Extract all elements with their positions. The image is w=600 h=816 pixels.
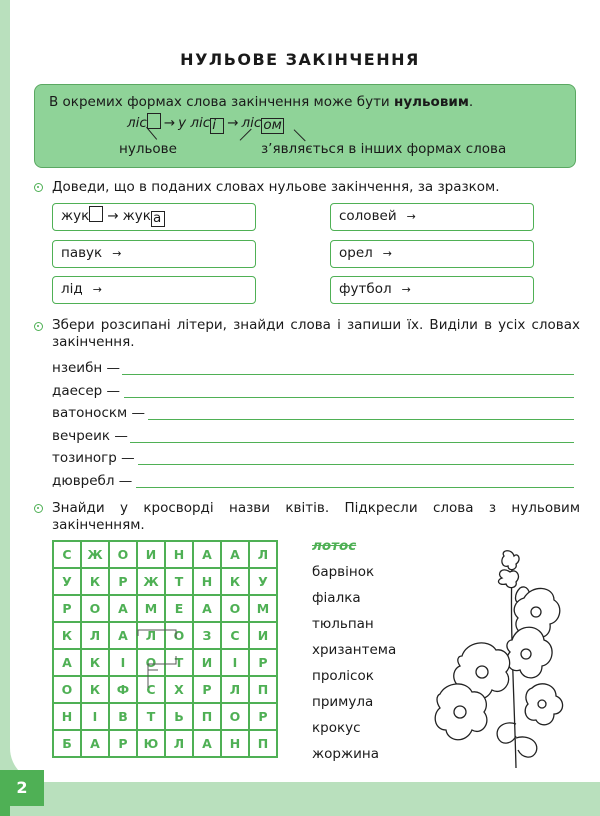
- grid-cell[interactable]: О: [109, 541, 137, 568]
- zero-ending-box: [147, 113, 161, 129]
- scrambled-word: дювребл —: [52, 473, 133, 489]
- grid-cell[interactable]: О: [221, 703, 249, 730]
- word-box[interactable]: павук →: [52, 240, 256, 268]
- grid-cell[interactable]: Л: [249, 541, 277, 568]
- grid-cell[interactable]: К: [221, 568, 249, 595]
- answer-line[interactable]: [130, 442, 574, 443]
- grid-cell[interactable]: М: [137, 595, 165, 622]
- flower-example: лотос: [312, 538, 357, 554]
- grid-cell[interactable]: Р: [53, 595, 81, 622]
- grid-cell[interactable]: Н: [221, 730, 249, 757]
- word-box[interactable]: соловей →: [330, 203, 534, 231]
- grid-cell[interactable]: Б: [53, 730, 81, 757]
- grid-cell[interactable]: У: [53, 568, 81, 595]
- grid-cell[interactable]: Т: [165, 568, 193, 595]
- arrow-icon: →: [401, 283, 411, 296]
- grid-cell[interactable]: О: [221, 595, 249, 622]
- task-bullet-icon: [34, 183, 43, 192]
- grid-cell[interactable]: І: [109, 649, 137, 676]
- answer-line[interactable]: [122, 374, 574, 375]
- grid-cell[interactable]: Л: [165, 730, 193, 757]
- grid-cell[interactable]: Н: [165, 541, 193, 568]
- scrambled-word: ватоноскм —: [52, 405, 145, 421]
- grid-cell[interactable]: М: [249, 595, 277, 622]
- grid-cell[interactable]: А: [53, 649, 81, 676]
- arrow-icon: →: [92, 283, 102, 296]
- grid-cell[interactable]: К: [81, 649, 109, 676]
- task2-instruction: Збери розсипані літери, знайди слова і запиши їх. Виділи в усіх словах закінчення.: [52, 317, 580, 350]
- grid-cell[interactable]: Р: [249, 703, 277, 730]
- pointer-line: [294, 129, 307, 142]
- arrow-icon: →: [112, 247, 122, 260]
- grid-cell[interactable]: П: [249, 730, 277, 757]
- grid-cell[interactable]: І: [81, 703, 109, 730]
- answer-line[interactable]: [148, 419, 574, 420]
- flower-word: примула: [312, 694, 374, 710]
- flower-word: пролісок: [312, 668, 374, 684]
- grid-cell[interactable]: А: [81, 730, 109, 757]
- grid-cell[interactable]: А: [193, 595, 221, 622]
- grid-cell[interactable]: Р: [249, 649, 277, 676]
- grid-cell[interactable]: У: [249, 568, 277, 595]
- scrambled-word: нзеибн —: [52, 360, 121, 376]
- rule-box: [34, 84, 576, 168]
- lotos-trace: [52, 540, 272, 760]
- grid-cell[interactable]: З: [193, 622, 221, 649]
- scrambled-word: даесер —: [52, 383, 121, 399]
- grid-cell[interactable]: К: [81, 676, 109, 703]
- rule-word-forms: ліс → у ліс і → ліс ом: [127, 115, 282, 133]
- task-bullet-icon: [34, 504, 43, 513]
- rule-text: В окремих формах слова закінчення може бути нульовим.: [49, 94, 474, 110]
- example-word-box: жук → жук а: [52, 203, 256, 231]
- word-box[interactable]: футбол →: [330, 276, 534, 304]
- answer-line[interactable]: [138, 464, 574, 465]
- grid-cell[interactable]: Л: [221, 676, 249, 703]
- task1-instruction: Доведи, що в поданих словах нульове закінчення, за зразком.: [52, 179, 500, 195]
- answer-line[interactable]: [136, 487, 574, 488]
- grid-cell[interactable]: Т: [165, 649, 193, 676]
- rule-bold-term: нульовим: [394, 94, 469, 110]
- grid-cell[interactable]: А: [109, 622, 137, 649]
- grid-cell[interactable]: Р: [109, 568, 137, 595]
- grid-cell[interactable]: С: [221, 622, 249, 649]
- ending-box: і: [210, 118, 224, 134]
- scrambled-word: тозиногр —: [52, 450, 135, 466]
- grid-cell[interactable]: Р: [193, 676, 221, 703]
- ending-box: ом: [263, 117, 282, 133]
- grid-cell[interactable]: О: [165, 622, 193, 649]
- grid-cell[interactable]: И: [249, 622, 277, 649]
- flower-word: крокус: [312, 720, 361, 736]
- grid-cell[interactable]: Н: [53, 703, 81, 730]
- word-box[interactable]: лід →: [52, 276, 256, 304]
- task-bullet-icon: [34, 322, 43, 331]
- grid-cell[interactable]: Р: [109, 730, 137, 757]
- grid-cell[interactable]: К: [53, 622, 81, 649]
- arrow-icon: →: [227, 115, 239, 131]
- grid-cell[interactable]: Л: [81, 622, 109, 649]
- grid-cell[interactable]: П: [249, 676, 277, 703]
- grid-cell[interactable]: И: [193, 649, 221, 676]
- grid-cell[interactable]: Ю: [137, 730, 165, 757]
- flower-word: фіалка: [312, 590, 361, 606]
- grid-cell[interactable]: Е: [165, 595, 193, 622]
- grid-cell[interactable]: П: [193, 703, 221, 730]
- grid-cell[interactable]: Н: [193, 568, 221, 595]
- grid-cell[interactable]: С: [53, 541, 81, 568]
- grid-cell[interactable]: О: [53, 676, 81, 703]
- grid-cell[interactable]: А: [193, 730, 221, 757]
- scrambled-word: вечреик —: [52, 428, 128, 444]
- arrow-icon: →: [382, 247, 392, 260]
- grid-cell[interactable]: А: [221, 541, 249, 568]
- grid-cell[interactable]: О: [137, 649, 165, 676]
- grid-cell[interactable]: О: [81, 595, 109, 622]
- flower-word: барвінок: [312, 564, 375, 580]
- grid-cell[interactable]: Ь: [165, 703, 193, 730]
- hollyhock-illustration-icon: [432, 548, 572, 770]
- grid-cell[interactable]: С: [137, 676, 165, 703]
- grid-cell[interactable]: К: [81, 568, 109, 595]
- grid-cell[interactable]: Ф: [109, 676, 137, 703]
- grid-cell[interactable]: Х: [165, 676, 193, 703]
- arrow-icon: →: [107, 208, 119, 224]
- grid-cell[interactable]: Т: [137, 703, 165, 730]
- flower-word: хризантема: [312, 642, 397, 658]
- label-other-forms: з’являється в інших формах слова: [261, 141, 507, 157]
- flower-word: жоржина: [312, 746, 380, 762]
- page-title: НУЛЬОВЕ ЗАКІНЧЕННЯ: [180, 50, 420, 69]
- word-box[interactable]: орел →: [330, 240, 534, 268]
- zero-ending-box: [89, 206, 103, 222]
- page-number: 2: [0, 770, 44, 806]
- flower-word: тюльпан: [312, 616, 374, 632]
- grid-cell[interactable]: А: [109, 595, 137, 622]
- label-zero: нульове: [119, 141, 177, 157]
- grid-cell[interactable]: Ж: [137, 568, 165, 595]
- grid-cell[interactable]: А: [193, 541, 221, 568]
- arrow-icon: →: [163, 115, 176, 131]
- task3-instruction: Знайди у кросворді назви квітів. Підкресли слова з нульовим закінченням.: [52, 500, 580, 533]
- arrow-icon: →: [406, 210, 416, 223]
- grid-cell[interactable]: Ж: [81, 541, 109, 568]
- grid-cell[interactable]: И: [137, 541, 165, 568]
- answer-line[interactable]: [124, 397, 574, 398]
- grid-cell[interactable]: Л: [137, 622, 165, 649]
- grid-cell[interactable]: І: [221, 649, 249, 676]
- ending-box: а: [151, 211, 165, 227]
- grid-cell[interactable]: В: [109, 703, 137, 730]
